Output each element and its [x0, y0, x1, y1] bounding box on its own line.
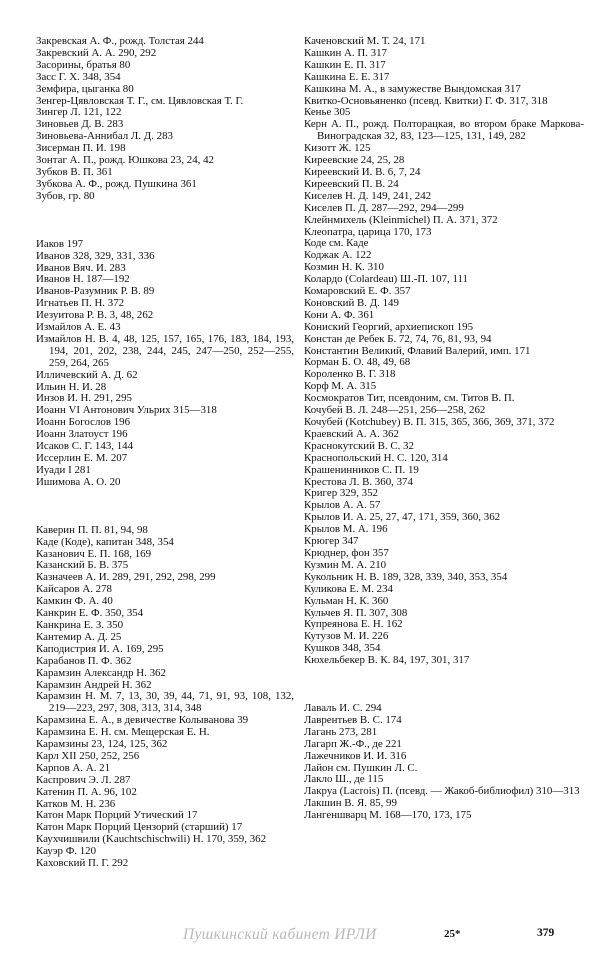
index-entry: Каховский П. Г. 292 [36, 857, 129, 870]
index-entry: Зубков В. П. 361 [36, 165, 113, 178]
index-entry: Купреянова Е. Н. 162 [304, 618, 403, 631]
index-entry: Иуади I 281 [36, 463, 91, 476]
index-entry: Иезуитова Р. В. 3, 48, 262 [36, 309, 154, 322]
index-entry: Комаровский Е. Ф. 357 [304, 285, 411, 298]
index-entry: Казанский Б. В. 375 [36, 559, 129, 572]
index-entry: Лажечников И. И. 316 [304, 749, 407, 762]
index-entry: Каде (Коде), капитан 348, 354 [36, 535, 174, 548]
index-entry: Кашкин А. П. 317 [304, 46, 387, 59]
index-entry: Закревский А. А. 290, 292 [36, 46, 157, 59]
index-entry: Клейнмихель (Kleinmichel) П. А. 371, 372 [304, 213, 498, 226]
letter-group-gap [36, 203, 294, 239]
page-number: 379 [537, 927, 555, 939]
index-entry: Киреевские 24, 25, 28 [304, 154, 405, 167]
index-entry: Зонтаг А. П., рожд. Юшкова 23, 24, 42 [36, 154, 214, 167]
index-entry: Иоанн VI Антонович Ульрих 315—318 [36, 404, 217, 417]
index-entry: Иванов Н. 187—192 [36, 273, 130, 286]
index-entry: Карамзина Е. А., в девичестве Колыванова 39 [36, 714, 249, 727]
index-right-column [304, 36, 584, 822]
index-entry: Карамзина Е. Н. см. Мещерская Е. Н. [36, 726, 210, 739]
index-entry: Керн А. П., рожд. Полторацкая, во втором браке Маркова-Виноградская 32, 83, 123—125, 131, 149, 282 [304, 118, 584, 143]
index-entry: Канкрина Е. З. 350 [36, 618, 124, 631]
index-entry: Измайлов А. Е. 43 [36, 321, 121, 334]
index-entry: Колардо (Colardeau) Ш.-П. 107, 111 [304, 273, 468, 286]
index-entry: Иванов Вяч. И. 283 [36, 261, 126, 274]
index-entry: Кайсаров А. 278 [36, 583, 112, 596]
index-entry: Земфира, цыганка 80 [36, 82, 134, 95]
index-entry: Крестова Л. В. 360, 374 [304, 475, 413, 488]
index-entry: Кочубей В. Л. 248—251, 256—258, 262 [304, 404, 486, 417]
index-entry: Коде см. Каде [304, 237, 369, 250]
index-entry: Карпов А. А. 21 [36, 761, 111, 774]
index-entry: Корман Б. О. 48, 49, 68 [304, 356, 411, 369]
index-entry: Константин Великий, Флавий Валерий, имп. 171 [304, 344, 531, 357]
index-entry: Засорины, братья 80 [36, 58, 131, 71]
index-entry: Лаваль И. С. 294 [304, 702, 382, 715]
index-entry: Каспрович Э. Л. 287 [36, 773, 131, 786]
index-entry: Кутузов М. И. 226 [304, 630, 389, 643]
index-entry: Закревская А. Ф., рожд. Толстая 244 [36, 35, 204, 47]
index-entry: Ильин Н. И. 28 [36, 380, 107, 393]
index-entry: Иванов-Разумник Р. В. 89 [36, 285, 155, 298]
index-entry: Кенье 305 [304, 106, 351, 119]
index-entry: Крашенинников С. П. 19 [304, 463, 419, 476]
index-entry: Камкин Ф. А. 40 [36, 595, 113, 608]
index-entry: Зиновьев Д. В. 283 [36, 118, 124, 131]
printer-signature: 25* [444, 928, 461, 940]
index-entry: Зингер Л. 121, 122 [36, 106, 122, 119]
library-watermark: Пушкинский кабинет ИРЛИ [183, 926, 377, 943]
index-entry: Иоанн Златоуст 196 [36, 428, 128, 441]
index-entry: Краевский А. А. 362 [304, 427, 399, 440]
index-entry: Кони А. Ф. 361 [304, 308, 375, 321]
index-entry: Катенин П. А. 96, 102 [36, 785, 137, 798]
index-entry: Крылов М. А. 196 [304, 523, 388, 536]
index-entry: Кульчев Я. П. 307, 308 [304, 606, 408, 619]
index-entry: Кульман Н. К. 360 [304, 594, 389, 607]
index-entry: Корф М. А. 315 [304, 380, 377, 393]
index-entry: Катков М. Н. 236 [36, 797, 116, 810]
index-entry: Лакшин В. Я. 85, 99 [304, 797, 397, 810]
index-entry: Кизотт Ж. 125 [304, 142, 371, 155]
index-entry: Крылов А. А. 57 [304, 499, 381, 512]
index-entry: Иссерлин Е. М. 207 [36, 452, 128, 464]
index-entry: Кауэр Ф. 120 [36, 845, 97, 858]
letter-group-gap [304, 667, 584, 703]
index-entry: Кантемир А. Д. 25 [36, 630, 122, 643]
index-entry: Кригер 329, 352 [304, 487, 378, 500]
index-entry: Лакло Ш., де 115 [304, 773, 384, 786]
index-entry: Краснокутский В. С. 32 [304, 439, 414, 452]
index-entry: Краснопольский Н. С. 120, 314 [304, 451, 448, 464]
index-entry: Зисерман П. И. 198 [36, 142, 126, 155]
index-entry: Коджак А. 122 [304, 249, 372, 262]
index-entry: Кашкина М. А., в замужестве Вындомская 317 [304, 82, 521, 95]
index-entry: Инзов И. Н. 291, 295 [36, 392, 132, 405]
index-entry: Квитко-Основьяненко (псевд. Квитки) Г. Ф. 317, 318 [304, 94, 548, 107]
index-entry: Иванов 328, 329, 331, 336 [36, 249, 155, 262]
index-entry: Илличевский А. Д. 62 [36, 368, 138, 381]
index-entry: Лагарп Ж.-Ф., де 221 [304, 737, 402, 750]
index-entry: Крюднер, фон 357 [304, 546, 389, 559]
index-entry: Канкрин Е. Ф. 350, 354 [36, 607, 144, 620]
index-entry: Измайлов Н. В. 4, 48, 125, 157, 165, 176, 183, 184, 193, 194, 201, 202, 238, 244, 245, 247—250, 252—255, 259, 264, 265 [36, 332, 294, 369]
index-entry: Кушков 348, 354 [304, 642, 381, 655]
index-entry: Констан де Ребек Б. 72, 74, 76, 81, 93, 94 [304, 332, 492, 345]
index-entry: Лайон см. Пушкин Л. С. [304, 761, 418, 774]
index-entry: Кюхельбекер В. К. 84, 197, 301, 317 [304, 654, 470, 667]
index-entry: Карл XII 250, 252, 256 [36, 749, 140, 762]
index-entry: Ишимова А. О. 20 [36, 475, 121, 488]
index-entry: Клеопатра, царица 170, 173 [304, 225, 432, 238]
index-entry: Лакруа (Lacrois) П. (псевд. — Жакоб-библиофил) 310—313 [304, 785, 580, 798]
index-entry: Киреевский И. В. 6, 7, 24 [304, 165, 421, 178]
index-entry: Короленко В. Г. 318 [304, 368, 396, 381]
index-entry: Крюгер 347 [304, 535, 359, 548]
index-entry: Космократов Тит, псевдоним, см. Титов В. П. [304, 392, 515, 405]
index-entry: Засс Г. Х. 348, 354 [36, 70, 121, 83]
index-entry: Карабанов П. Ф. 362 [36, 654, 132, 667]
index-entry: Карамзины 23, 124, 125, 362 [36, 738, 168, 751]
index-entry: Кашкин Е. П. 317 [304, 58, 386, 71]
index-entry: Киселев П. Д. 287—292, 294—299 [304, 201, 464, 214]
index-entry: Кониский Георгий, архиепископ 195 [304, 320, 474, 333]
index-entry: Иаков 197 [36, 237, 84, 250]
index-entry: Козмин Н. К. 310 [304, 261, 384, 274]
index-entry: Кочубей (Kotchubey) В. П. 315, 365, 366, 369, 371, 372 [304, 416, 555, 428]
index-entry: Куликова Е. М. 234 [304, 582, 393, 595]
index-entry: Исаков С. Г. 143, 144 [36, 440, 134, 453]
index-left-column [36, 36, 294, 870]
index-entry: Зиновьева-Аннибал Л. Д. 283 [36, 130, 173, 143]
index-entry: Киселев Н. Д. 149, 241, 242 [304, 189, 432, 202]
index-entry: Иоанн Богослов 196 [36, 416, 131, 429]
index-entry: Казначеев А. И. 289, 291, 292, 298, 299 [36, 571, 216, 584]
letter-group-gap [36, 489, 294, 525]
index-entry: Коновский В. Д. 149 [304, 296, 399, 309]
index-entry: Киреевский П. В. 24 [304, 177, 399, 190]
index-entry: Каухчишвили (Kauchtschischwili) Н. 170, 359, 362 [36, 833, 267, 846]
index-entry: Лангеншварц М. 168—170, 173, 175 [304, 809, 472, 822]
index-entry: Каченовский М. Т. 24, 171 [304, 35, 426, 47]
index-entry: Карамзин Андрей Н. 362 [36, 678, 152, 691]
index-entry: Каподистрия И. А. 169, 295 [36, 642, 164, 655]
index-entry: Зенгер-Цявловская Т. Г., см. Цявловская Т. Г. [36, 94, 244, 107]
page-footer [0, 926, 600, 946]
index-entry: Катон Марк Порций Утический 17 [36, 809, 198, 822]
index-entry: Крылов И. А. 25, 27, 47, 171, 359, 360, 362 [304, 511, 501, 524]
index-entry: Катон Марк Порций Цензорий (старший) 17 [36, 821, 243, 834]
index-entry: Зубкова А. Ф., рожд. Пушкина 361 [36, 177, 197, 190]
index-entry: Кузмин М. А. 210 [304, 558, 387, 571]
index-entry: Игнатьев П. Н. 372 [36, 297, 125, 310]
index-entry: Лаврентьев В. С. 174 [304, 713, 402, 726]
index-entry: Лагань 273, 281 [304, 725, 378, 738]
index-entry: Каверин П. П. 81, 94, 98 [36, 523, 148, 536]
index-entry: Казанович Е. П. 168, 169 [36, 547, 152, 560]
index-entry: Кашкина Е. Е. 317 [304, 70, 390, 83]
index-entry: Зубов, гр. 80 [36, 189, 95, 202]
index-entry: Кукольник Н. В. 189, 328, 339, 340, 353, 354 [304, 570, 508, 583]
index-entry: Карамзин Александр Н. 362 [36, 666, 166, 679]
index-entry: Карамзин Н. М. 7, 13, 30, 39, 44, 71, 91, 93, 108, 132, 219—223, 297, 308, 313, 314, 348 [36, 690, 294, 715]
